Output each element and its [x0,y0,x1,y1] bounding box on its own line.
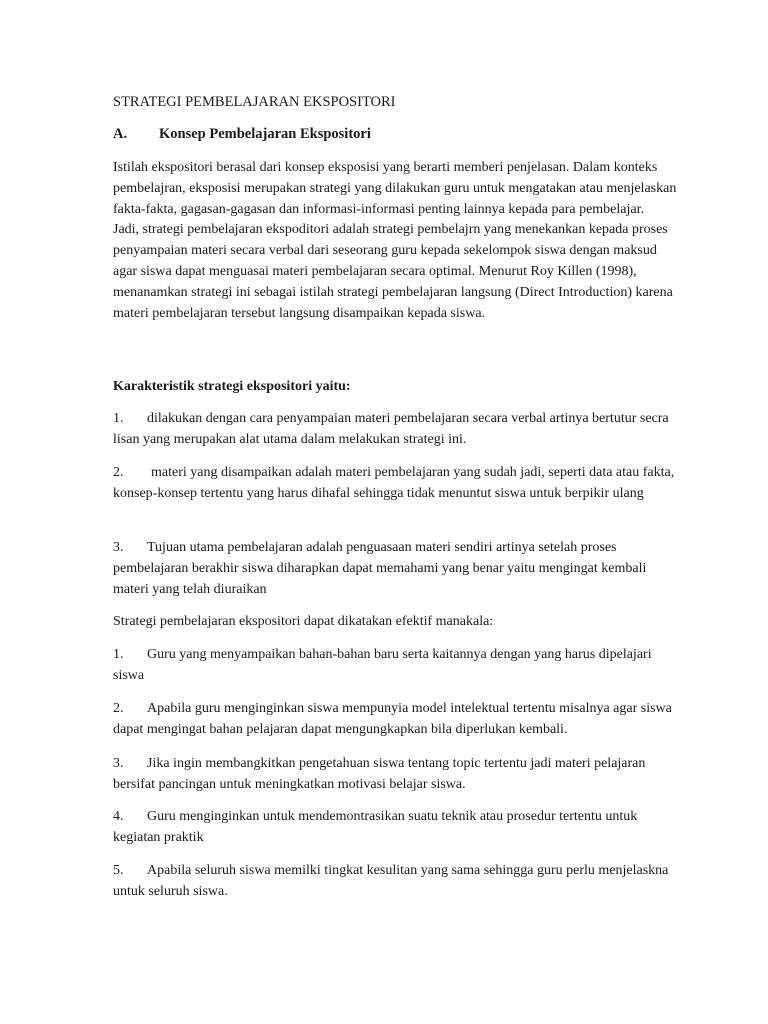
effective-item-3 [113,754,683,796]
list-number: 1. [113,411,124,426]
list-number: 2. [113,701,124,716]
list-text: Jika ingin membangkitkan pengetahuan siswa tentang topic tertentu jadi materi pelajaran bersifat pancingan untuk meningkatkan motivasi belajar siswa. [113,756,646,792]
effective-item-4 [113,807,683,849]
section-a-title: Konsep Pembelajaran Ekspositori [159,126,371,142]
list-text: Guru menginginkan untuk mendemontrasikan suatu teknik atau prosedur tertentu untuk kegiatan praktik [113,809,638,845]
list-number: 3. [113,540,124,555]
effective-intro: Strategi pembelajaran ekspositori dapat dikatakan efektif manakala: [113,614,494,629]
second-paragraph: Jadi, strategi pembelajaran ekspoditori adalah strategi pembelajrn yang menekankan kepada proses penyampaian materi secara verbal dari seseorang guru kepada sekelompok siswa dengan maksud agar siswa dapat menguasai materi pembelajaran secara optimal. Menurut Roy Killen (1998), menanamkan strategi ini sebagai istilah strategi pembelajaran langsung (Direct Introduction) karena materi pembelajaran tersebut langsung disampaikan kepada siswa. [113,222,673,321]
list-number: 5. [113,863,124,878]
list-number: 2. [113,465,124,480]
document-title: STRATEGI PEMBELAJARAN EKSPOSITORI [113,94,396,110]
intro-block [113,158,683,324]
section-a-heading [113,126,371,143]
list-number: 1. [113,647,124,662]
characteristic-item-3 [113,538,683,600]
effective-item-2 [113,699,683,741]
list-text: materi yang disampaikan adalah materi pembelajaran yang sudah jadi, seperti data atau fakta, konsep-konsep tertentu yang harus dihafal sehingga tidak menuntut siswa untuk berpikir ulang [113,465,675,501]
list-number: 4. [113,809,124,824]
intro-paragraph: Istilah ekspositori berasal dari konsep eksposisi yang berarti memberi penjelasan. Dalam konteks pembelajran, eksposisi merupakan strategi yang dilakukan guru untuk mengatakan atau menjelaskan fakta-fakta, gagasan-gagasan dan informasi-informasi penting lainnya kepada para pembelajar. [113,160,677,217]
list-text: Guru yang menyampaikan bahan-bahan baru serta kaitannya dengan yang harus dipelajari siswa [113,647,652,683]
section-a-letter: A. [113,126,128,142]
characteristic-item-1 [113,409,683,451]
list-text: dilakukan dengan cara penyampaian materi pembelajaran secara verbal artinya bertutur secra lisan yang merupakan alat utama dalam melakukan strategi ini. [113,411,669,447]
effective-item-5 [113,861,683,903]
effective-item-1 [113,645,683,687]
list-text: Apabila guru menginginkan siswa mempunyia model intelektual tertentu misalnya agar siswa dapat mengingat bahan pelajaran dapat mengungkapkan bila diperlukan kembali. [113,701,672,737]
list-text: Apabila seluruh siswa memilki tingkat kesulitan yang sama sehingga guru perlu menjelaskna untuk seluruh siswa. [113,863,669,899]
list-text: Tujuan utama pembelajaran adalah penguasaan materi sendiri artinya setelah proses pembelajaran berakhir siswa diharapkan dapat memahami yang benar yaitu mengingat kembali materi yang telah diuraikan [113,540,647,597]
list-number: 3. [113,756,124,771]
characteristics-heading: Karakteristik strategi ekspositori yaitu: [113,379,351,394]
characteristic-item-2 [113,463,683,505]
